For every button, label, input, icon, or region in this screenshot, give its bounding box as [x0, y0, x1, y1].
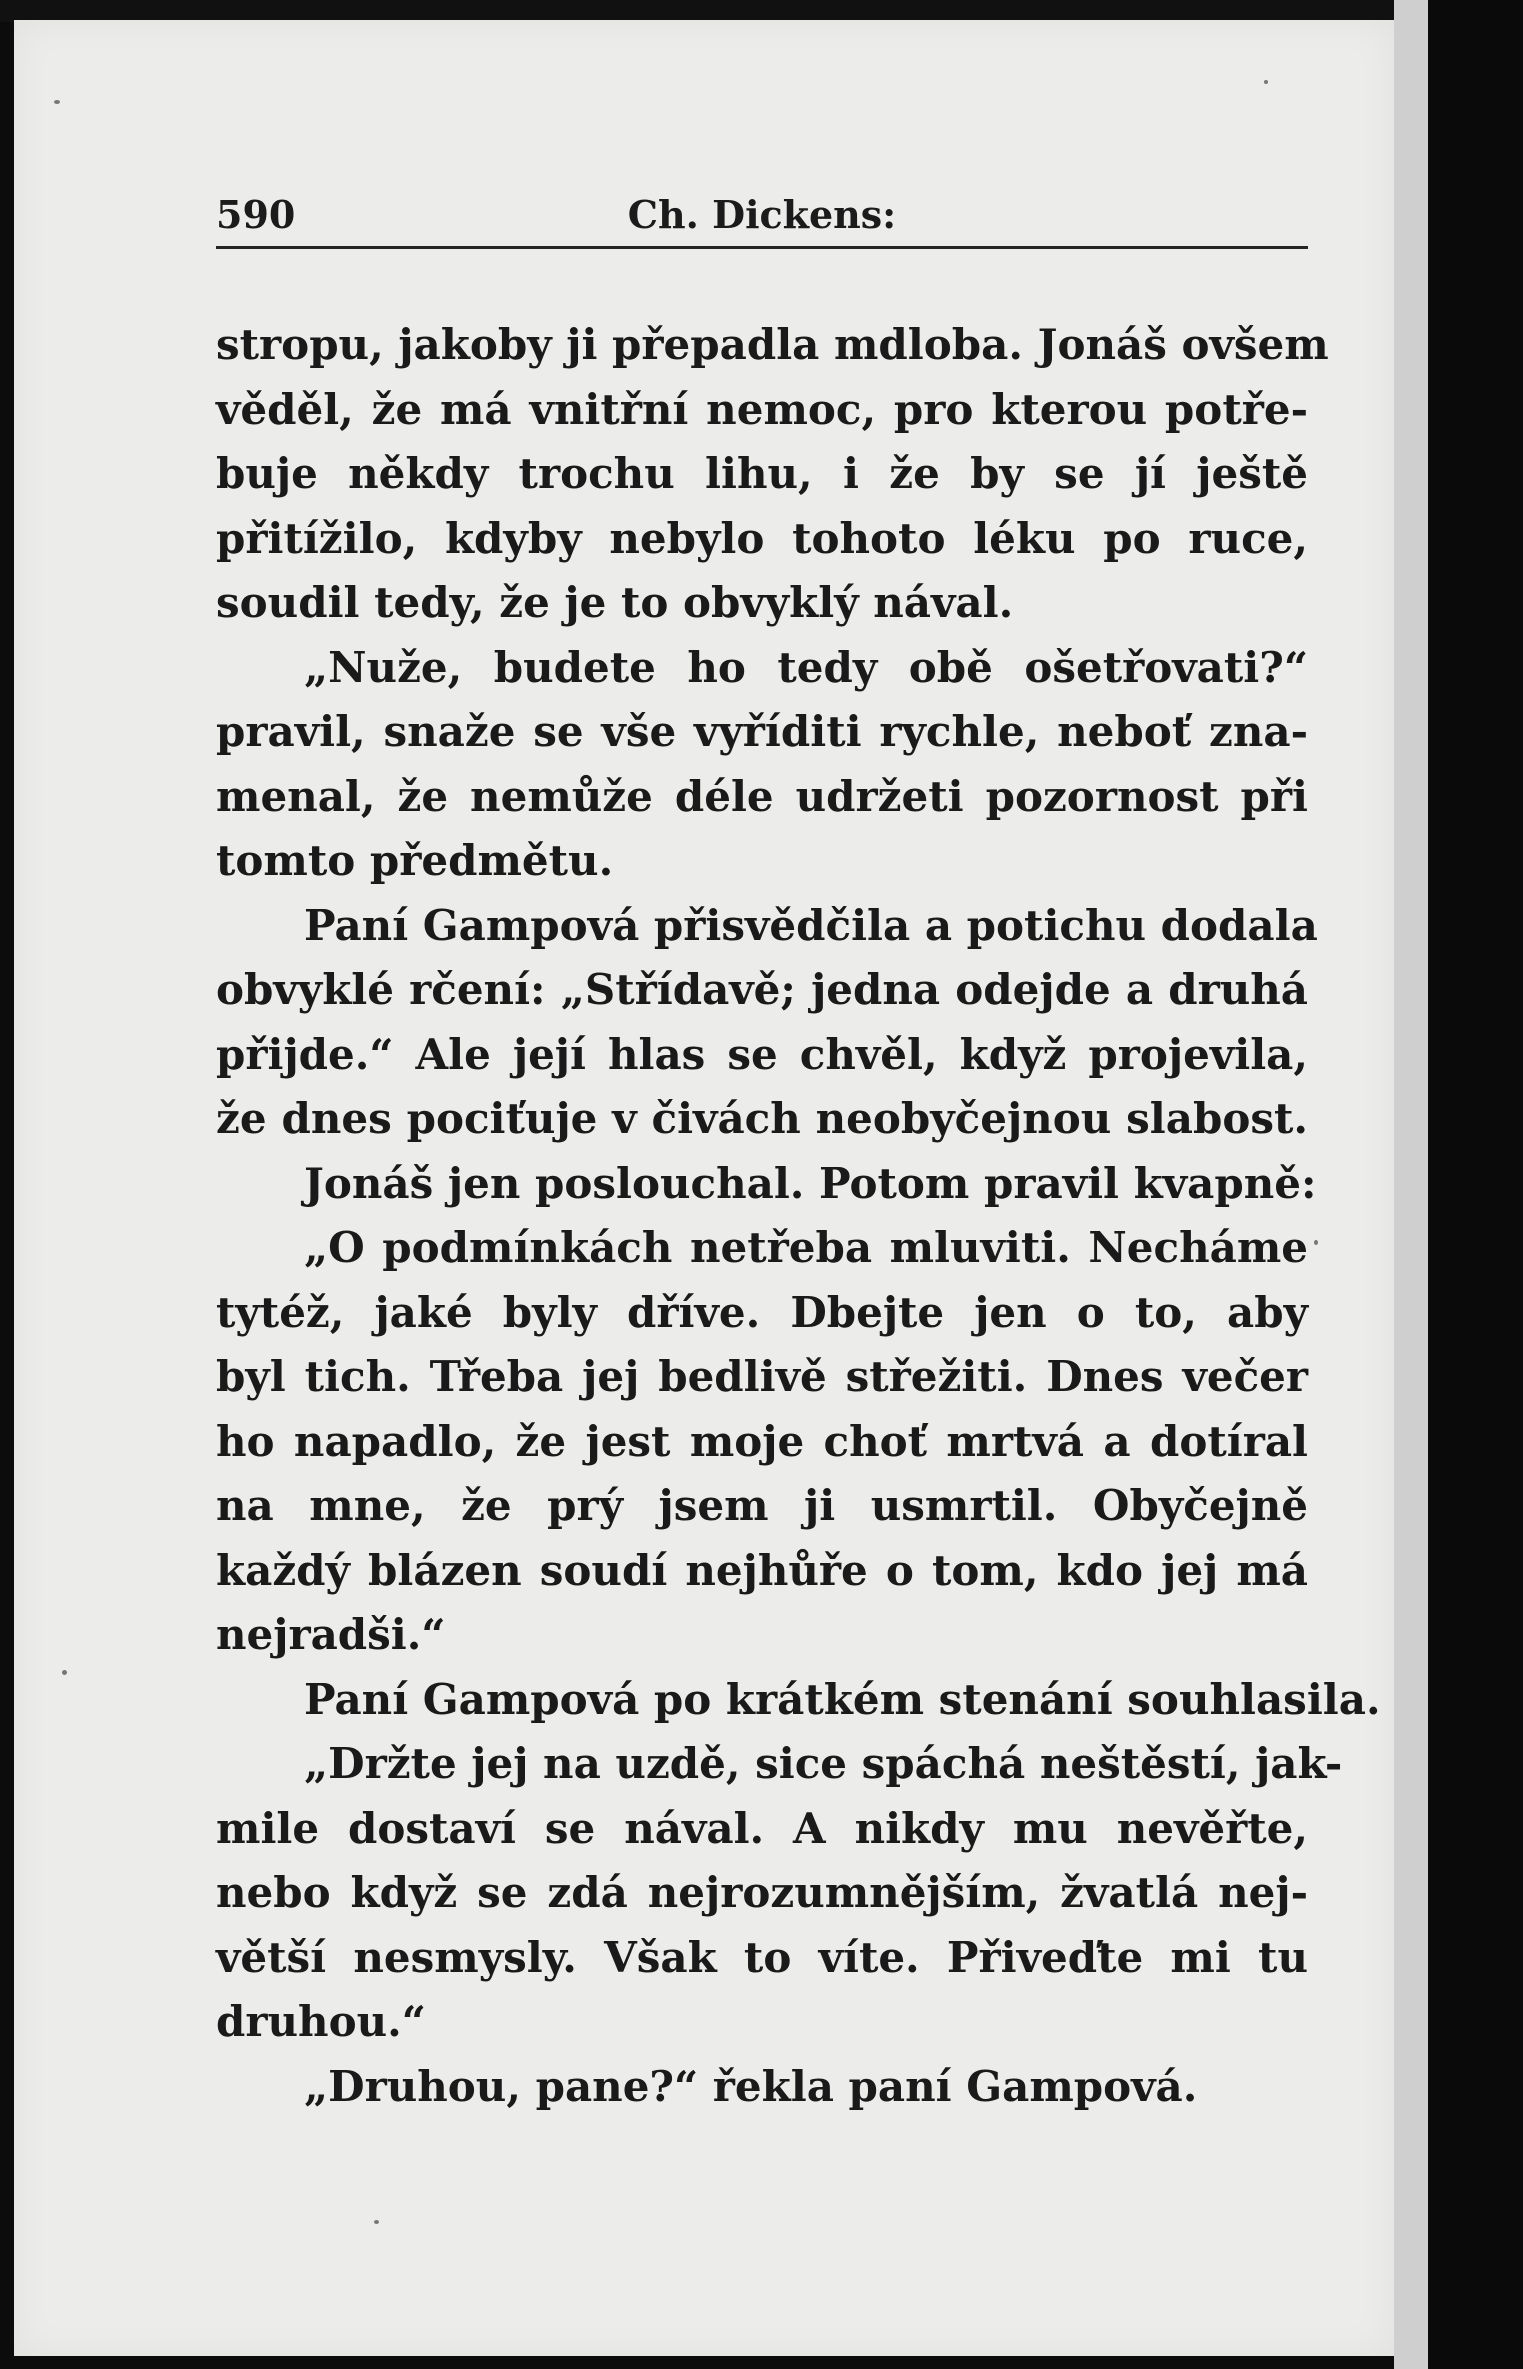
book-page — [14, 20, 1394, 2356]
page-header — [216, 184, 1308, 249]
text-line: na mne, že prý jsem ji usmrtil. Obyčejně — [216, 1481, 1308, 1530]
text-line: věděl, že má vnitřní nemoc, pro kterou potře- — [216, 384, 1308, 434]
text-block — [216, 184, 1381, 2119]
text-line: menal, že nemůže déle udržeti pozornost při — [216, 771, 1308, 821]
text-line: větší nesmysly. Však to víte. Přiveďte mi tu — [216, 1932, 1308, 1982]
text-line: Paní Gampová po krátkém stenání souhlasila. — [304, 1674, 1381, 1724]
text-line: přitížilo, kdyby nebylo tohoto léku po ruce, — [216, 513, 1308, 563]
scan-border — [0, 0, 1523, 22]
scan-speck — [54, 100, 60, 104]
text-line: obvyklé rčení: „Střídavě; jedna odejde a druhá — [216, 965, 1308, 1014]
text-line: „Držte jej na uzdě, sice spáchá neštěstí, jak- — [304, 1739, 1343, 1788]
text-line: nejradši.“ — [216, 1610, 446, 1659]
scan-speck — [62, 1670, 67, 1675]
running-head: Ch. Dickens: — [627, 192, 897, 237]
text-line: byl tich. Třeba jej bedlivě střežiti. Dnes večer — [216, 1352, 1308, 1401]
text-line: že dnes pociťuje v čivách neobyčejnou slabost. — [216, 1094, 1308, 1143]
text-line: tytéž, jaké byly dříve. Dbejte jen o to, aby — [216, 1287, 1308, 1337]
text-line: ho napadlo, že jest moje choť mrtvá a dotíral — [216, 1416, 1308, 1466]
text-line: pravil, snaže se vše vyříditi rychle, neboť zna- — [216, 707, 1308, 756]
scan-speck — [1314, 1240, 1318, 1245]
text-line: mile dostaví se nával. A nikdy mu nevěřte, — [216, 1803, 1308, 1853]
page-edge-strip — [1394, 0, 1428, 2369]
text-line: Paní Gampová přisvědčila a potichu dodala — [304, 900, 1318, 950]
text-line: „Nuže, budete ho tedy obě ošetřovati?“ — [304, 642, 1308, 692]
scan-dark-edge — [1428, 0, 1523, 2369]
text-line: „Druhou, pane?“ řekla paní Gampová. — [304, 2061, 1198, 2111]
text-line: buje někdy trochu lihu, i že by se jí ještě — [216, 449, 1308, 498]
text-line: stropu, jakoby ji přepadla mdloba. Jonáš ovšem — [216, 320, 1329, 369]
page-number: 590 — [216, 192, 296, 237]
text-line: „O podmínkách netřeba mluviti. Necháme — [304, 1223, 1308, 1272]
scan-speck — [1264, 80, 1268, 84]
text-line: přijde.“ Ale její hlas se chvěl, když projevila, — [216, 1029, 1308, 1079]
body-text — [216, 313, 1381, 2119]
text-line: soudil tedy, že je to obvyklý nával. — [216, 578, 1014, 627]
scan-speck — [374, 2220, 379, 2224]
text-line: nebo když se zdá nejrozumnějším, žvatlá nej- — [216, 1868, 1308, 1917]
text-line: Jonáš jen poslouchal. Potom pravil kvapně: — [304, 1158, 1317, 1208]
text-line: druhou.“ — [216, 1997, 426, 2046]
text-line: každý blázen soudí nejhůře o tom, kdo jej má — [216, 1545, 1308, 1595]
text-line: tomto předmětu. — [216, 836, 614, 885]
